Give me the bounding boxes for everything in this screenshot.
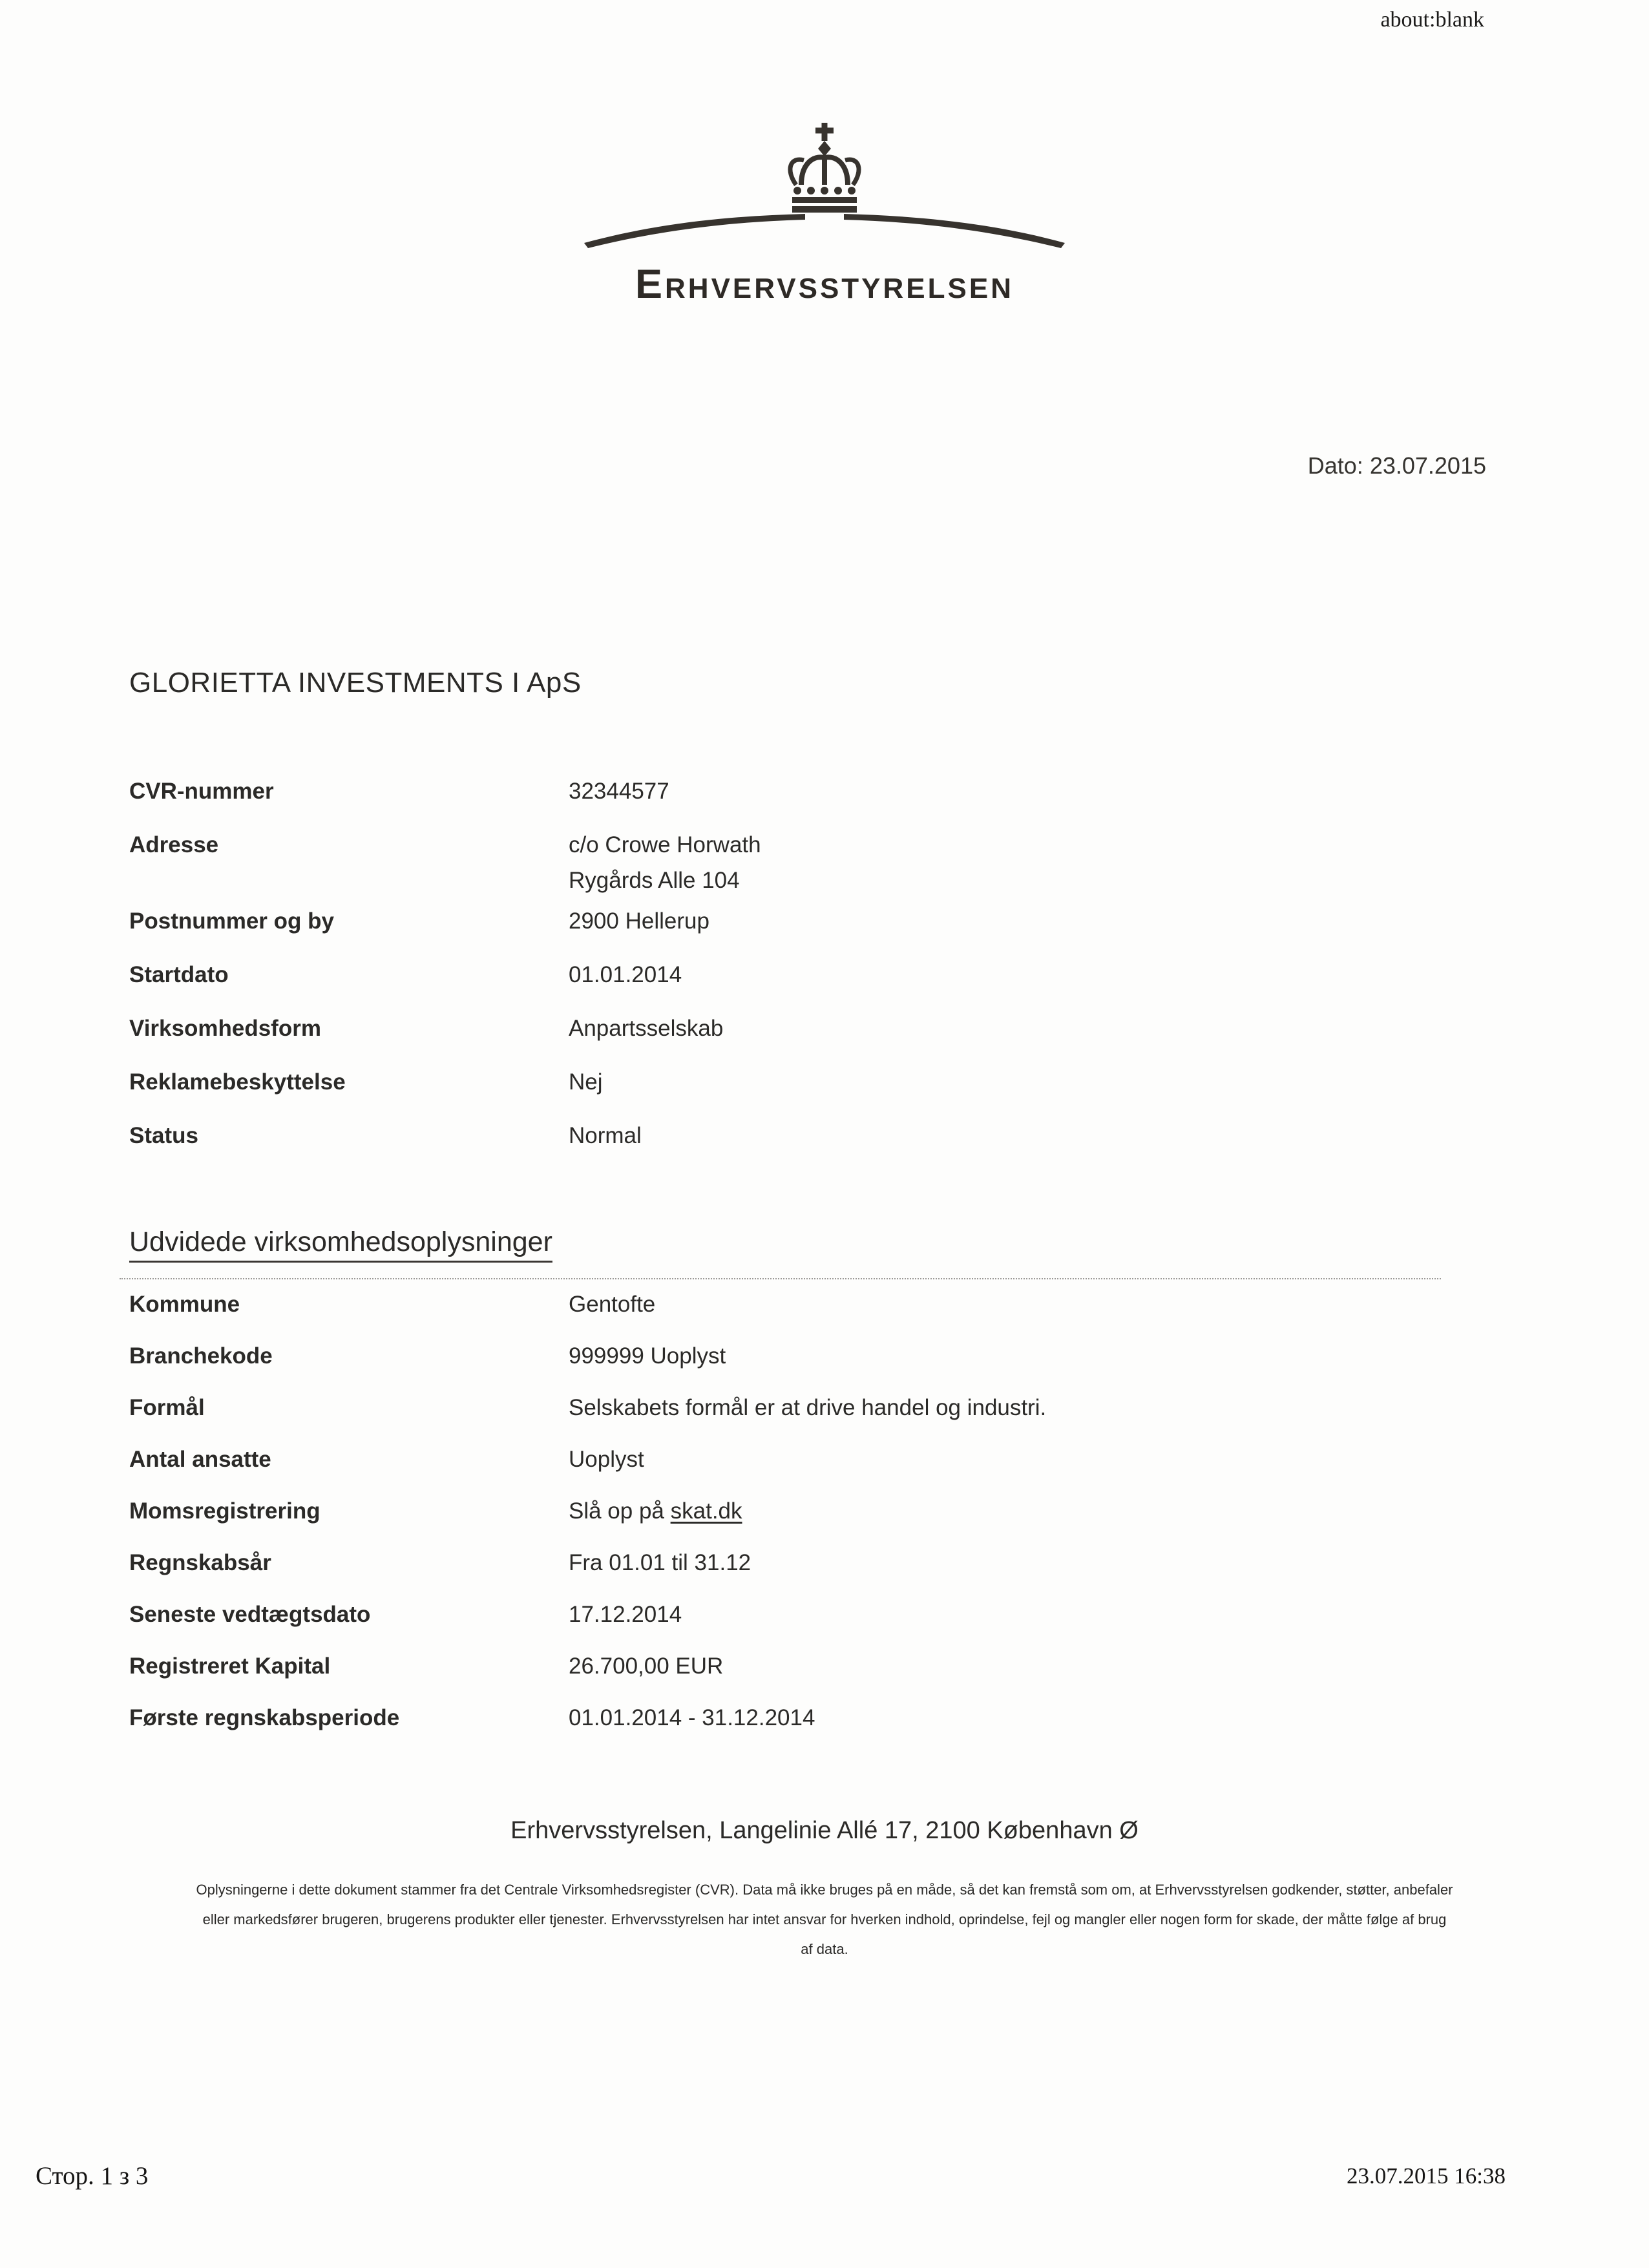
- extended-section-heading: [129, 1226, 552, 1258]
- field-row-kommune: [129, 1290, 1552, 1318]
- field-value: [569, 1497, 742, 1525]
- basic-info-section: [129, 777, 1552, 1175]
- field-label: Status: [129, 1123, 198, 1148]
- field-value: 26.700,00 EUR: [569, 1654, 724, 1679]
- field-row-foerste-regnskabsperiode: [129, 1704, 1552, 1732]
- field-label: Branchekode: [129, 1343, 273, 1369]
- field-value: Nej: [569, 1069, 603, 1095]
- disclaimer-line-3: af data.: [801, 1941, 848, 1957]
- field-row-branchekode: [129, 1342, 1552, 1370]
- field-value: Anpartsselskab: [569, 1016, 724, 1041]
- print-timestamp: 23.07.2015 16:38: [1347, 2163, 1506, 2189]
- field-row-status: [129, 1122, 1552, 1150]
- field-row-reklamebeskyttelse: [129, 1068, 1552, 1096]
- field-label: Momsregistrering: [129, 1498, 320, 1524]
- authority-address: Erhvervsstyrelsen, Langelinie Allé 17, 2100 København Ø: [510, 1817, 1139, 1844]
- field-row-adresse: [129, 831, 1552, 894]
- field-value: 32344577: [569, 779, 669, 804]
- section-heading-text: Udvidede virksomhedsoplysninger: [129, 1226, 552, 1263]
- disclaimer-line-1: Oplysningerne i dette dokument stammer fra det Centrale Virksomhedsregister (CVR). Data må ikke bruges på en måde, så det kan fremstå som om, at Erhvervsstyrelsen godkender, støtter, anbefaler: [196, 1882, 1453, 1898]
- field-row-antal-ansatte: [129, 1445, 1552, 1473]
- disclaimer-line-2: eller markedsfører brugeren, brugerens produkter eller tjenester. Erhvervsstyrelsen har intet ansvar for hverken indhold, oprindelse, fejl og mangler eller nogen form for skade, der måtte følge af brug: [202, 1911, 1447, 1927]
- field-label: CVR-nummer: [129, 779, 274, 804]
- field-label: Registreret Kapital: [129, 1654, 331, 1679]
- field-row-seneste-vedtaegtsdato: [129, 1601, 1552, 1628]
- field-row-registreret-kapital: [129, 1652, 1552, 1680]
- field-label: Reklamebeskyttelse: [129, 1069, 346, 1095]
- field-row-virksomhedsform: [129, 1014, 1552, 1042]
- field-label: Seneste vedtægtsdato: [129, 1602, 371, 1627]
- field-value: [569, 831, 761, 894]
- field-label: Regnskabsår: [129, 1550, 271, 1575]
- field-label: Antal ansatte: [129, 1447, 271, 1472]
- field-label: Startdato: [129, 962, 229, 987]
- logo-wordmark: Erhvervsstyrelsen: [635, 262, 1014, 307]
- field-label: Kommune: [129, 1292, 240, 1317]
- field-value: Normal: [569, 1123, 642, 1148]
- field-label: Første regnskabsperiode: [129, 1705, 400, 1730]
- erhvervsstyrelsen-logo: [0, 121, 1649, 308]
- field-value: 2900 Hellerup: [569, 908, 709, 934]
- field-label: Adresse: [129, 832, 219, 857]
- document-date: Dato: 23.07.2015: [1307, 452, 1486, 479]
- field-value: 01.01.2014 - 31.12.2014: [569, 1705, 815, 1730]
- field-value: Gentofte: [569, 1292, 656, 1317]
- field-value: 17.12.2014: [569, 1602, 682, 1627]
- company-name: GLORIETTA INVESTMENTS I ApS: [129, 667, 582, 698]
- field-label: Postnummer og by: [129, 908, 334, 934]
- extended-info-section: [129, 1290, 1552, 1756]
- print-url-header: about:blank: [1380, 8, 1484, 32]
- address-line-1: c/o Crowe Horwath: [569, 832, 761, 857]
- disclaimer-text: [103, 1875, 1546, 1964]
- field-label: Virksomhedsform: [129, 1016, 321, 1041]
- field-label: Formål: [129, 1395, 205, 1420]
- moms-value-prefix: Slå op på: [569, 1498, 671, 1524]
- field-row-postnummer-og-by: [129, 907, 1552, 935]
- field-row-regnskabsaar: [129, 1549, 1552, 1577]
- print-page-number: Стор. 1 з 3: [36, 2162, 149, 2190]
- crown-icon: [579, 121, 1070, 258]
- section-divider: [120, 1278, 1441, 1279]
- field-row-startdato: [129, 961, 1552, 989]
- address-line-2: Rygårds Alle 104: [569, 868, 740, 893]
- skat-dk-link[interactable]: skat.dk: [670, 1498, 742, 1524]
- field-value: Selskabets formål er at drive handel og industri.: [569, 1395, 1047, 1420]
- field-value: Uoplyst: [569, 1447, 644, 1472]
- field-value: 01.01.2014: [569, 962, 682, 987]
- field-value: 999999 Uoplyst: [569, 1343, 726, 1369]
- field-row-formaal: [129, 1394, 1552, 1422]
- field-value: Fra 01.01 til 31.12: [569, 1550, 751, 1575]
- field-row-cvr-nummer: [129, 777, 1552, 805]
- field-row-momsregistrering: [129, 1497, 1552, 1525]
